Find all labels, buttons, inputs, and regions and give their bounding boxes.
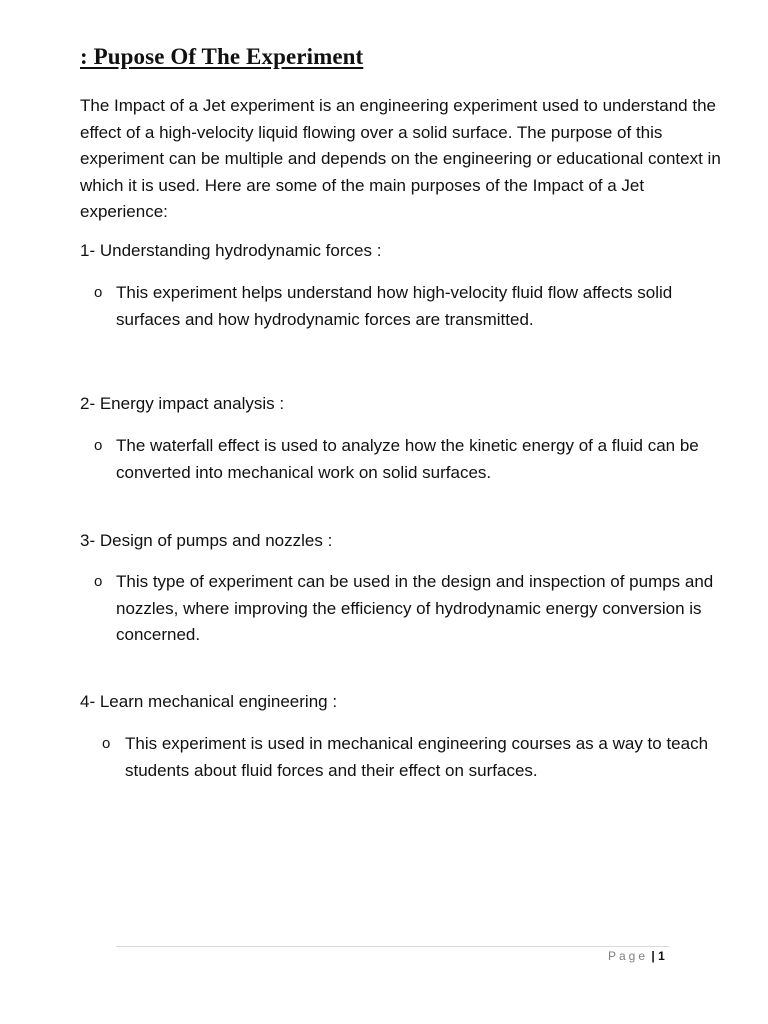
bullet-text-1: This experiment helps understand how high-velocity fluid flow affects solid surfaces and how hydrodynamic forces are transmitted. (116, 283, 673, 329)
bullet-text-2: The waterfall effect is used to analyze how the kinetic energy of a fluid can be converted into mechanical work on solid surfaces. (116, 436, 699, 482)
bullet-item-3 (94, 569, 734, 649)
bullet-marker-icon: o (94, 437, 103, 454)
page-number-value: 1 (658, 949, 665, 963)
bullet-marker-icon: o (102, 735, 111, 752)
bullet-text-3: This type of experiment can be used in the design and inspection of pumps and nozzles, where improving the efficiency of hydrodynamic energy conversion is concerned. (116, 572, 714, 644)
bullet-item-1 (94, 280, 734, 333)
section-heading-1: 1- Understanding hydrodynamic forces : (80, 241, 382, 260)
section-heading-4: 4- Learn mechanical engineering : (80, 692, 338, 711)
bullet-text-4: This experiment is used in mechanical engineering courses as a way to teach students about fluid forces and their effect on surfaces. (125, 734, 709, 780)
page-number (608, 947, 665, 965)
bullet-marker-icon: o (94, 573, 103, 590)
bullet-marker-icon: o (94, 284, 103, 301)
intro-paragraph: The Impact of a Jet experiment is an engineering experiment used to understand the effect of a high-velocity liquid flowing over a solid surface. The purpose of this experiment can be multiple and depends on the engineering or educational context in which it is used. Here are some of the main purposes of the Impact of a Jet experience: (80, 96, 721, 221)
page-label: Page (608, 949, 649, 963)
page-title: : Pupose Of The Experiment (80, 44, 364, 69)
footer-divider (116, 946, 669, 947)
section-heading-2: 2- Energy impact analysis : (80, 394, 285, 413)
bullet-item-4 (102, 731, 742, 784)
page-separator: | (651, 949, 655, 963)
section-heading-3: 3- Design of pumps and nozzles : (80, 531, 333, 550)
bullet-item-2 (94, 433, 734, 486)
